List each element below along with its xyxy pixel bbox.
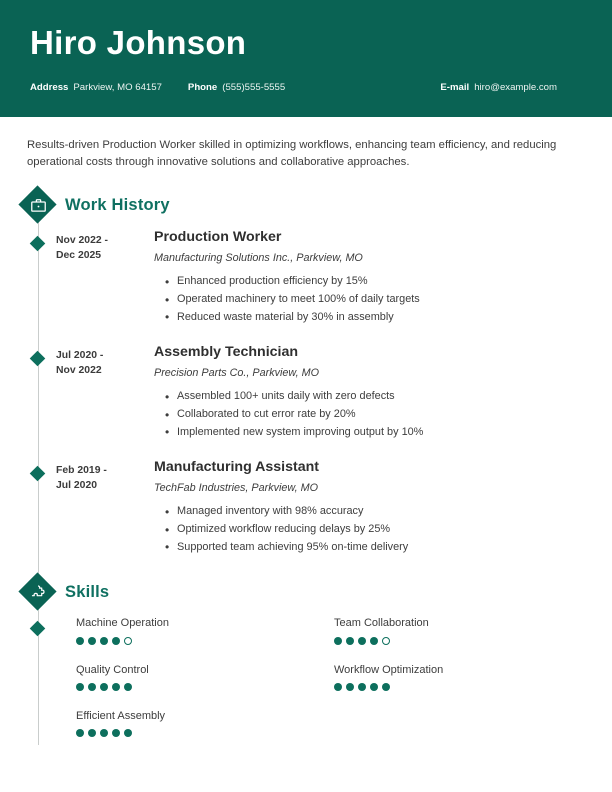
work-entry-date-end: Dec 2025 — [56, 250, 102, 262]
contact-address-value: Parkview, MO 64157 — [73, 82, 162, 93]
work-entry-date-start: Jul 2020 - — [56, 350, 104, 362]
list-item: • Operated machinery to meet 100% of daily targets — [177, 291, 612, 309]
rating-dot-filled — [76, 637, 84, 645]
skill-rating — [76, 683, 334, 691]
list-item: • Enhanced production efficiency by 15% — [177, 273, 612, 291]
work-entry-dates — [56, 344, 148, 441]
work-entry-job-title: Production Worker — [154, 229, 282, 246]
skills-column-left — [76, 616, 334, 755]
skills-column-right — [334, 616, 592, 755]
rating-dot-filled — [100, 637, 108, 645]
work-entry-dates — [56, 459, 148, 556]
rating-dot-filled — [112, 729, 120, 737]
work-entry-date-end: Jul 2020 — [56, 480, 98, 492]
work-entry — [0, 229, 612, 326]
list-item: • Reduced waste material by 30% in assembly — [177, 309, 612, 327]
skill-name: Machine Operation — [76, 617, 169, 630]
list-item: • Implemented new system improving output by 10% — [177, 424, 612, 442]
rating-dot-filled — [112, 683, 120, 691]
work-entry — [0, 344, 612, 441]
rating-dot-filled — [88, 637, 96, 645]
professional-summary: Results-driven Production Worker skilled in optimizing workflows, enhancing team efficiency, and reducing operational costs through innovative solutions and collaborative approaches. — [27, 139, 557, 169]
contact-address-label: Address — [30, 82, 69, 93]
contact-email — [440, 82, 557, 93]
rating-dot-filled — [370, 683, 378, 691]
resume-header — [0, 0, 612, 117]
list-item: • Assembled 100+ units daily with zero defects — [177, 388, 612, 406]
rating-dot-filled — [346, 637, 354, 645]
timeline-diamond-marker — [20, 229, 56, 326]
rating-dot-filled — [346, 683, 354, 691]
work-entry-company: Precision Parts Co., Parkview, MO — [154, 367, 320, 380]
skill-name: Team Collaboration — [334, 617, 429, 630]
work-entry-date-end: Nov 2022 — [56, 365, 102, 377]
work-history-section — [0, 187, 612, 556]
skills-content — [0, 616, 612, 755]
rating-dot-filled — [124, 729, 132, 737]
rating-dot-empty — [124, 637, 132, 645]
skills-grid — [56, 616, 612, 755]
skill-item — [76, 663, 334, 691]
skill-item — [76, 616, 334, 644]
contact-email-value: hiro@example.com — [474, 82, 557, 93]
list-item: • Optimized workflow reducing delays by 25% — [177, 521, 612, 539]
skill-item — [334, 616, 592, 644]
rating-dot-filled — [88, 729, 96, 737]
work-entry-date-start: Feb 2019 - — [56, 465, 107, 477]
rating-dot-filled — [112, 637, 120, 645]
work-entry-job-title: Manufacturing Assistant — [154, 459, 320, 476]
skill-name: Quality Control — [76, 663, 149, 676]
rating-dot-filled — [76, 683, 84, 691]
skills-section — [0, 574, 612, 755]
rating-dot-filled — [100, 729, 108, 737]
skill-rating — [76, 637, 334, 645]
skills-title: Skills — [65, 582, 110, 601]
rating-dot-empty — [382, 637, 390, 645]
skill-rating — [334, 683, 592, 691]
rating-dot-filled — [334, 637, 342, 645]
timeline-diamond-marker — [20, 616, 56, 755]
page-title: Hiro Johnson — [30, 24, 247, 61]
rating-dot-filled — [382, 683, 390, 691]
briefcase-icon — [20, 187, 56, 223]
skill-rating — [76, 729, 334, 737]
skills-heading — [20, 574, 612, 610]
rating-dot-filled — [358, 637, 366, 645]
rating-dot-filled — [334, 683, 342, 691]
contact-phone — [188, 82, 285, 93]
contact-email-label: E-mail — [440, 82, 470, 93]
contact-phone-label: Phone — [187, 82, 218, 93]
rating-dot-filled — [370, 637, 378, 645]
work-entry-body — [148, 344, 612, 441]
work-entry-body — [148, 229, 612, 326]
skill-rating — [334, 637, 592, 645]
timeline-diamond-marker — [20, 459, 56, 556]
work-history-title: Work History — [65, 195, 170, 214]
work-entry-date-start: Nov 2022 - — [56, 235, 108, 247]
work-entry-bullets — [154, 388, 612, 441]
list-item: • Supported team achieving 95% on-time delivery — [177, 539, 612, 557]
skill-name: Efficient Assembly — [76, 709, 166, 722]
skill-item — [76, 709, 334, 737]
work-entry-bullets — [154, 273, 612, 326]
work-entry-company: TechFab Industries, Parkview, MO — [154, 482, 319, 495]
puzzle-piece-icon — [20, 574, 56, 610]
list-item: • Collaborated to cut error rate by 20% — [177, 406, 612, 424]
contact-address — [30, 82, 162, 93]
rating-dot-filled — [76, 729, 84, 737]
rating-dot-filled — [358, 683, 366, 691]
work-entry — [0, 459, 612, 556]
skill-name: Workflow Optimization — [334, 663, 444, 676]
timeline-diamond-marker — [20, 344, 56, 441]
work-entry-dates — [56, 229, 148, 326]
work-history-heading — [20, 187, 612, 223]
rating-dot-filled — [100, 683, 108, 691]
contact-phone-value: (555)555-5555 — [222, 82, 286, 93]
work-entry-job-title: Assembly Technician — [154, 344, 299, 361]
work-entry-body — [148, 459, 612, 556]
skill-item — [334, 663, 592, 691]
list-item: • Managed inventory with 98% accuracy — [177, 503, 612, 521]
rating-dot-filled — [124, 683, 132, 691]
work-entry-bullets — [154, 503, 612, 556]
rating-dot-filled — [88, 683, 96, 691]
contact-row — [30, 82, 582, 93]
work-history-entries — [0, 229, 612, 556]
work-entry-company: Manufacturing Solutions Inc., Parkview, MO — [154, 252, 363, 265]
